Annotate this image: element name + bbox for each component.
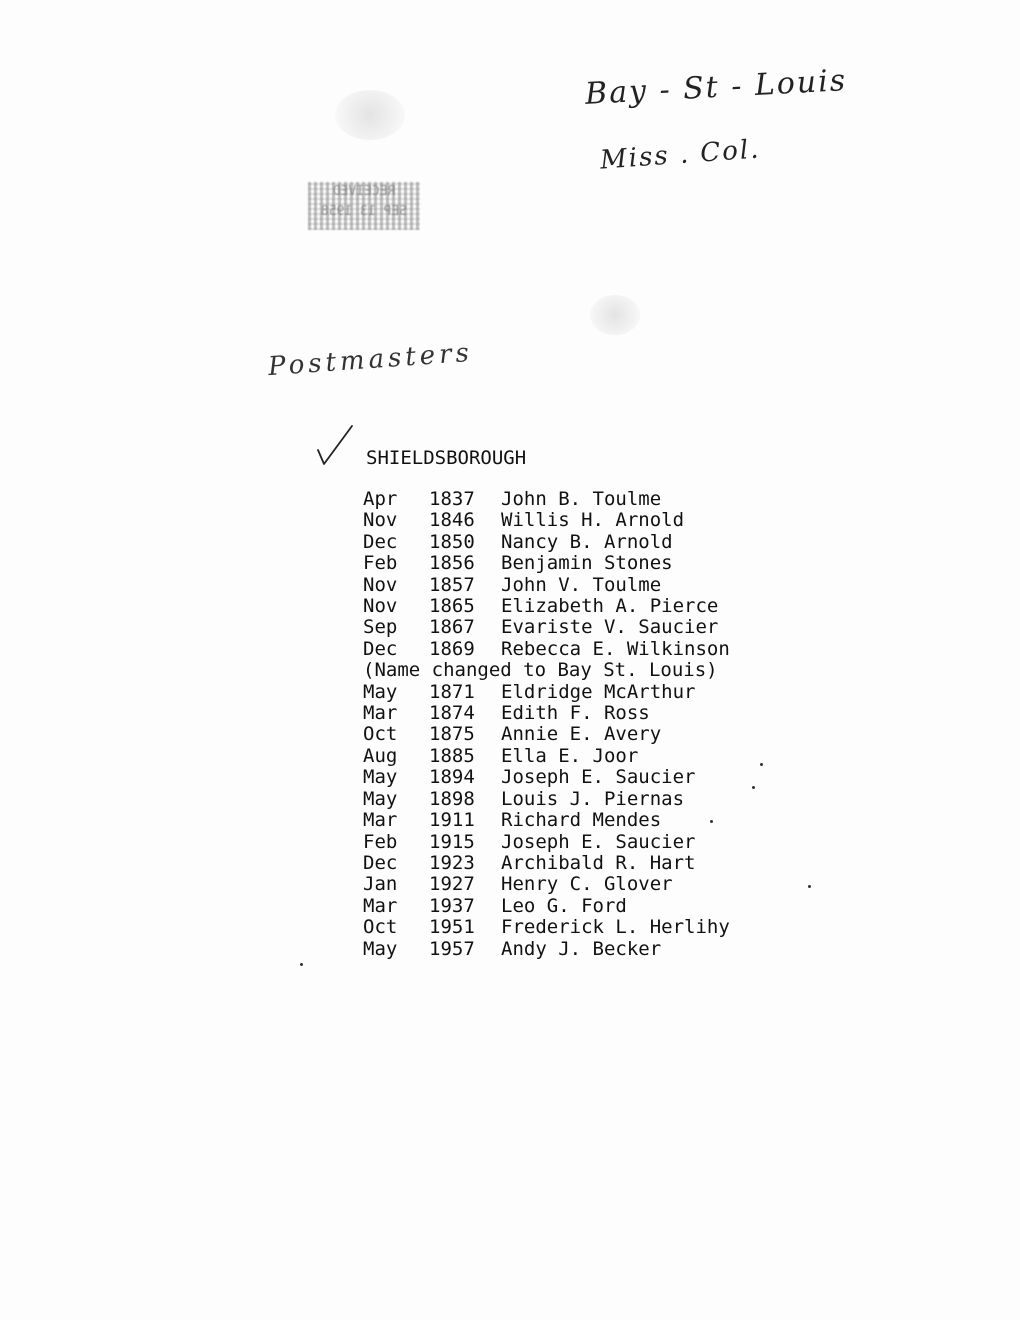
entry-name: Rebecca E. Wilkinson	[501, 637, 730, 660]
paper-smudge	[335, 90, 405, 140]
page-title: SHIELDSBOROUGH	[366, 447, 527, 469]
entry-year: 1894	[429, 766, 475, 789]
list-item	[363, 596, 730, 617]
entry-name: Frederick L. Herlihy	[501, 916, 730, 939]
entry-year: 1874	[429, 702, 475, 725]
stamp-line1: RECEIVED	[332, 184, 396, 199]
list-item	[363, 639, 730, 660]
handwritten-location: Bay - St - Louis	[584, 63, 848, 112]
entry-month: Mar	[363, 809, 398, 832]
entry-month: Feb	[363, 830, 398, 853]
entry-year: 1937	[429, 894, 475, 917]
stamp-text	[308, 182, 420, 230]
list-item	[363, 489, 730, 510]
entry-year: 1856	[429, 552, 475, 575]
entry-year: 1837	[429, 488, 475, 510]
entry-year: 1915	[429, 830, 475, 853]
entry-month: Dec	[363, 637, 398, 660]
entry-year: 1951	[429, 916, 475, 939]
handwritten-heading: Postmasters	[267, 337, 474, 383]
checkmark-icon	[312, 424, 356, 468]
list-item	[363, 896, 730, 917]
entry-year: 1846	[429, 509, 475, 532]
entry-name: Willis H. Arnold	[501, 509, 685, 532]
paper-speck	[760, 763, 763, 766]
entry-name: Eldridge McArthur	[501, 680, 696, 703]
entry-name: Archibald R. Hart	[501, 851, 696, 874]
entry-year: 1871	[429, 680, 475, 703]
entry-name: Leo G. Ford	[501, 894, 627, 917]
entry-month: Apr	[363, 488, 398, 510]
entry-name: John V. Toulme	[501, 573, 662, 596]
entry-month: May	[363, 680, 398, 703]
paper-speck	[300, 963, 303, 966]
entry-month: Nov	[363, 595, 398, 618]
entry-month: Dec	[363, 530, 398, 553]
paper-smudge	[590, 295, 640, 335]
list-item	[363, 510, 730, 531]
entry-year: 1869	[429, 637, 475, 660]
paper-speck	[710, 820, 713, 823]
entry-month: Mar	[363, 702, 398, 725]
name-change-note: (Name changed to Bay St. Louis)	[363, 659, 718, 682]
list-item	[363, 789, 730, 810]
entry-name: Louis J. Piernas	[501, 787, 685, 810]
stamp-line2: SEP 13 1958	[320, 204, 408, 219]
list-item	[363, 917, 730, 938]
postmaster-list	[363, 489, 730, 960]
list-item	[363, 532, 730, 553]
entry-month: May	[363, 937, 398, 960]
entry-year: 1911	[429, 809, 475, 832]
entry-year: 1957	[429, 937, 475, 960]
entry-name: Richard Mendes	[501, 809, 662, 832]
list-item	[363, 939, 730, 960]
list-item	[363, 617, 730, 638]
paper-speck	[752, 786, 755, 789]
list-item	[363, 553, 730, 574]
entry-month: Jan	[363, 873, 398, 896]
entry-month: Sep	[363, 616, 398, 639]
list-item	[363, 724, 730, 745]
entry-month: Feb	[363, 552, 398, 575]
entry-year: 1875	[429, 723, 475, 746]
entry-month: Mar	[363, 894, 398, 917]
entry-name: Benjamin Stones	[501, 552, 673, 575]
entry-month: Dec	[363, 851, 398, 874]
entry-name: Elizabeth A. Pierce	[501, 595, 719, 618]
entry-name: John B. Toulme	[501, 488, 662, 510]
list-item	[363, 832, 730, 853]
entry-name: Andy J. Becker	[501, 937, 662, 960]
entry-year: 1850	[429, 530, 475, 553]
entry-name: Evariste V. Saucier	[501, 616, 719, 639]
entry-month: Nov	[363, 573, 398, 596]
entry-name: Joseph E. Saucier	[501, 830, 696, 853]
list-item	[363, 746, 730, 767]
entry-year: 1898	[429, 787, 475, 810]
list-item	[363, 853, 730, 874]
entry-month: Oct	[363, 916, 398, 939]
entry-name: Edith F. Ross	[501, 702, 650, 725]
entry-year: 1923	[429, 851, 475, 874]
entry-month: May	[363, 766, 398, 789]
entry-month: Oct	[363, 723, 398, 746]
entry-year: 1857	[429, 573, 475, 596]
entry-year: 1885	[429, 744, 475, 767]
list-item	[363, 874, 730, 895]
entry-name: Nancy B. Arnold	[501, 530, 673, 553]
entry-year: 1865	[429, 595, 475, 618]
entry-name: Annie E. Avery	[501, 723, 662, 746]
entry-name: Joseph E. Saucier	[501, 766, 696, 789]
entry-month: Aug	[363, 744, 398, 767]
received-stamp	[308, 182, 420, 230]
entry-month: Nov	[363, 509, 398, 532]
list-item	[363, 767, 730, 788]
entry-name: Henry C. Glover	[501, 873, 673, 896]
entry-month: May	[363, 787, 398, 810]
entry-name: Ella E. Joor	[501, 744, 639, 767]
list-item	[363, 810, 730, 831]
list-item	[363, 703, 730, 724]
handwritten-collection: Miss . Col.	[599, 134, 762, 176]
list-item	[363, 575, 730, 596]
entry-year: 1927	[429, 873, 475, 896]
paper-speck	[808, 885, 811, 888]
entry-year: 1867	[429, 616, 475, 639]
list-item	[363, 682, 730, 703]
